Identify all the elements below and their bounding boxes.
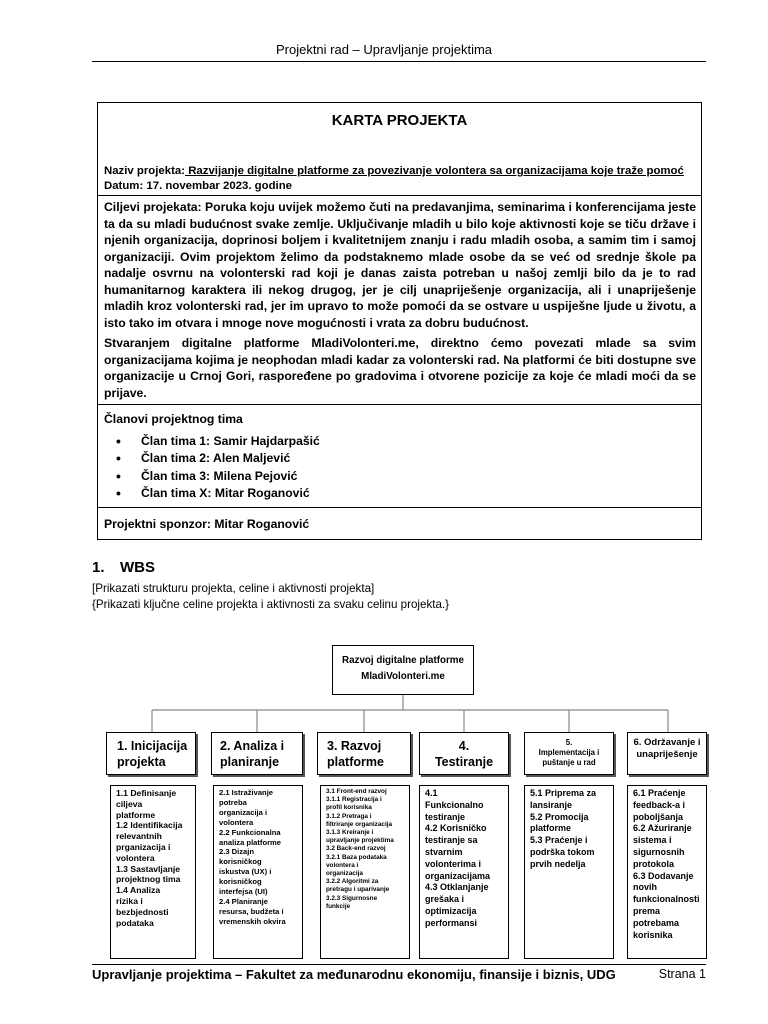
wbs-activity-line: funkcije [326,902,351,910]
wbs-activity-line: sigurnosnih [633,846,685,857]
wbs-activity-line: 1.1 Definisanje [116,788,177,798]
wbs-heading-text: WBS [120,559,155,576]
wbs-note-1: [Prikazati strukturu projekta, celine i aktivnosti projekta] [92,582,375,595]
wbs-activity-line: lansiranje [530,799,573,810]
team-member: • Član tima 1: Samir Hajdarpašić [116,433,695,451]
wbs-phase-6 [627,732,707,775]
wbs-activity-line: 2.1 Istraživanje [219,788,274,797]
phase-line: 1. Inicijacija [117,739,188,753]
goals-paragraph-1: Ciljevi projekata: Poruka koju uvijek možemo čuti na predavanjima, seminarima i konferencijama jeste ta da su mladi budućnost svake zemlje. Uključivanje mladih u bilo koje aktivnosti koje se tiču države i njenih organizacija, doprinosi boljem i kvalitetnijem znanju i radu mladih osoba, a samim tim i samoj organizaciji. Ovim projektom želimo da podstaknemo mlade osobe da se već od srednje škole pa nadalje osvrnu na volonterski rad koji je danas zaista potreban u našoj zemlji bilo da je to rad humanitarnog karaktera ili nekog drugog, jer je cilj unapriješenje organizacija, ali i unapriješenje mladih kroz volonterski rad, jer im upravo to može pomoći da se ostvare u uspiješne ljude u životu, a isto tako im otvara i mnoge nove mogućnosti i vrata za dobru budućnost. [104,200,696,330]
wbs-activity-line: rizika i [116,895,143,906]
wbs-activities-3 [320,785,410,959]
wbs-activity-line: organizacijama [425,870,491,881]
page-number: Strana 1 [658,967,706,981]
phase-line: Implementacija i [538,748,600,757]
wbs-activity-line: 5.3 Praćenje i [530,835,588,846]
wbs-activity-line: volontera [219,817,254,827]
project-name-label: Naziv projekta: [104,165,186,177]
phase-line: 4. [458,739,470,753]
wbs-activity-line: interfejsa (UI) [219,887,268,897]
wbs-root-line: Razvoj digitalne platforme [342,655,464,666]
wbs-activity-line: resursa, budžeta i [219,906,284,916]
wbs-activity-line: 1.2 Identifikacija [116,820,183,831]
wbs-activity-line: optimizacija [425,905,477,916]
wbs-phase-2 [211,732,303,775]
wbs-activity-line: analiza platforme [219,837,282,847]
wbs-activity-line: sistema i [633,835,672,846]
wbs-activity-line: testiranje [425,811,466,822]
wbs-root-node [332,645,474,695]
wbs-activity-line: volontera i [326,861,359,869]
wbs-activity-line: prvih nedelja [530,858,586,869]
wbs-activity-line: protokola [633,858,675,869]
wbs-activity-line: korisničkog [219,857,262,867]
wbs-activity-line: ciljeva [116,798,143,809]
wbs-activity-line: stvarnim [425,846,463,857]
wbs-activity-line: funkcionalnosti [633,894,700,905]
wbs-activity-line: 3.1.2 Pretraga i [326,812,372,820]
wbs-phase-5 [524,732,614,775]
phase-line: 6. Održavanje i [633,737,701,748]
wbs-activity-line: vremenskih okvira [219,916,286,926]
wbs-activity-line: poboljšanja [633,811,684,822]
wbs-activity-line: Funkcionalno [425,799,484,810]
wbs-activity-line: 2.2 Funkcionalna [219,827,281,837]
wbs-activity-line: 3.2.2 Algoritmi za [326,878,379,886]
wbs-activity-line: volonterima i [425,858,482,869]
wbs-activity-line: projektnog tima [116,874,181,885]
wbs-activities-6 [627,785,707,959]
wbs-heading [92,559,155,576]
phase-line: projekta [117,755,166,769]
wbs-activity-line: 3.1.3 Kreiranje i [326,829,374,837]
project-name-value: Razvijanje digitalne platforme za povezivanje volontera sa organizacijama koje traže pomoć [185,165,684,177]
wbs-root-line: MladiVolonteri.me [361,671,445,682]
project-charter-table [97,102,702,540]
wbs-activity-line: prganizacija i [116,841,171,852]
wbs-activities-5 [524,785,614,959]
wbs-activity-line: podrška tokom [530,846,595,857]
phase-line: 2. Analiza i [220,739,285,753]
phase-line: 3. Razvoj [327,739,382,753]
wbs-activity-line: organizacija i [219,807,268,817]
project-date: Datum: 17. novembar 2023. godine [104,180,293,192]
project-sponsor: Projektni sponzor: Mitar Roganović [104,516,310,531]
wbs-activity-line: podataka [116,917,154,928]
wbs-activity-line: profil korisnika [326,804,372,812]
page-header: Projektni rad – Upravljanje projektima [275,42,493,57]
wbs-activity-line: feedback-a i [633,799,686,810]
phase-line: puštanje u rad [542,758,596,767]
wbs-activity-line: 5.1 Priprema za [530,788,597,798]
wbs-activity-line: performansi [425,917,478,928]
wbs-activity-line: 3.2 Back-end razvoj [326,845,386,853]
wbs-activity-line: 4.2 Korisničko [425,823,487,834]
wbs-activity-line: bezbjednosti [116,906,169,917]
wbs-activity-line: 3.1.1 Registracija i [326,796,382,804]
wbs-activity-line: relevantnih [116,831,162,842]
charter-team-cell [98,405,701,508]
wbs-note-2: {Prikazati ključne celine projekta i aktivnosti za svaku celinu projekta.} [92,598,450,611]
wbs-activity-line: 3.1 Front-end razvoj [326,788,387,795]
wbs-phase-3 [317,732,411,775]
wbs-phase-4 [419,732,509,775]
phase-line: 5. [565,738,573,747]
wbs-activities-2 [213,785,303,959]
wbs-activity-line: testiranje sa [425,835,478,846]
charter-title: KARTA PROJEKTA [331,112,468,129]
phase-line: Testiranje [434,755,494,769]
footer-text: Upravljanje projektima – Fakultet za međunarodnu ekonomiju, finansije i biznis, UDG [92,967,616,982]
wbs-phase-1 [106,732,196,775]
team-member: • Član tima 2: Alen Maljević [116,450,695,468]
wbs-activities-4 [419,785,509,959]
team-label: Članovi projektnog tima [104,412,243,426]
wbs-activity-line: 6.1 Praćenje [633,788,686,798]
wbs-activity-line: 1.3 Sastavljanje [116,863,181,874]
wbs-activity-line: 2.4 Planiranje [219,896,268,906]
team-member: • Član tima 3: Milena Pejović [116,468,695,486]
wbs-activity-line: 6.3 Dodavanje [633,870,694,881]
wbs-activity-line: upravljanje projektima [326,837,394,845]
wbs-activity-line: 3.2.3 Sigurnosne [326,894,378,902]
wbs-activity-line: organizacija [326,870,363,878]
wbs-activity-line: platforme [116,809,156,820]
wbs-activity-line: prema [633,905,661,916]
phase-line: unapriješenje [636,749,698,760]
wbs-activity-line: platforme [530,823,572,834]
wbs-activity-line: potreba [219,797,247,807]
wbs-activity-line: 3.2.1 Baza podataka [326,853,387,861]
team-member: • Član tima X: Mitar Roganović [116,485,695,503]
wbs-activity-line: novih [633,882,657,893]
wbs-activity-line: 4.3 Otklanjanje [425,882,489,893]
wbs-heading-number: 1. [92,559,105,576]
wbs-activity-line: grešaka i [425,894,465,905]
phase-line: platforme [327,755,384,769]
wbs-diagram [92,640,712,958]
wbs-activity-line: volontera [116,852,155,863]
charter-header-cell [98,103,701,196]
phase-line: planiranje [220,755,280,769]
wbs-activity-line: korisnika [633,929,673,940]
wbs-activity-line: korisničkog [219,877,262,887]
wbs-activity-line: 6.2 Ažuriranje [633,823,692,834]
footer-rule [92,964,706,965]
wbs-activity-line: 4.1 [425,788,438,798]
wbs-activity-line: filtriranje organizacija [326,820,393,828]
wbs-activity-line: potrebama [633,917,680,928]
wbs-activities-1 [110,785,196,959]
wbs-activity-line: 5.2 Promocija [530,811,589,822]
wbs-activity-line: pretragu i uparivanje [326,886,390,894]
wbs-activity-line: 2.3 Dizajn [219,847,255,857]
goals-paragraph-2: Stvaranjem digitalne platforme MladiVolonteri.me, direktno ćemo povezati mlade sa svim organizacijama kojima je neophodan mladi kadar za volonterski rad. Na platformi će biti dostupne sve organizacije u Crnoj Gori, raspoređene po gradovima i otvorene pozicije za koje će mladi moći da se prijave. [104,336,696,400]
wbs-activity-line: 1.4 Analiza [116,885,161,896]
wbs-activity-line: iskustva (UX) i [219,867,272,877]
charter-sponsor-cell [98,508,701,540]
charter-goals-cell [98,196,701,405]
header-rule [92,61,706,62]
team-list [104,433,695,503]
